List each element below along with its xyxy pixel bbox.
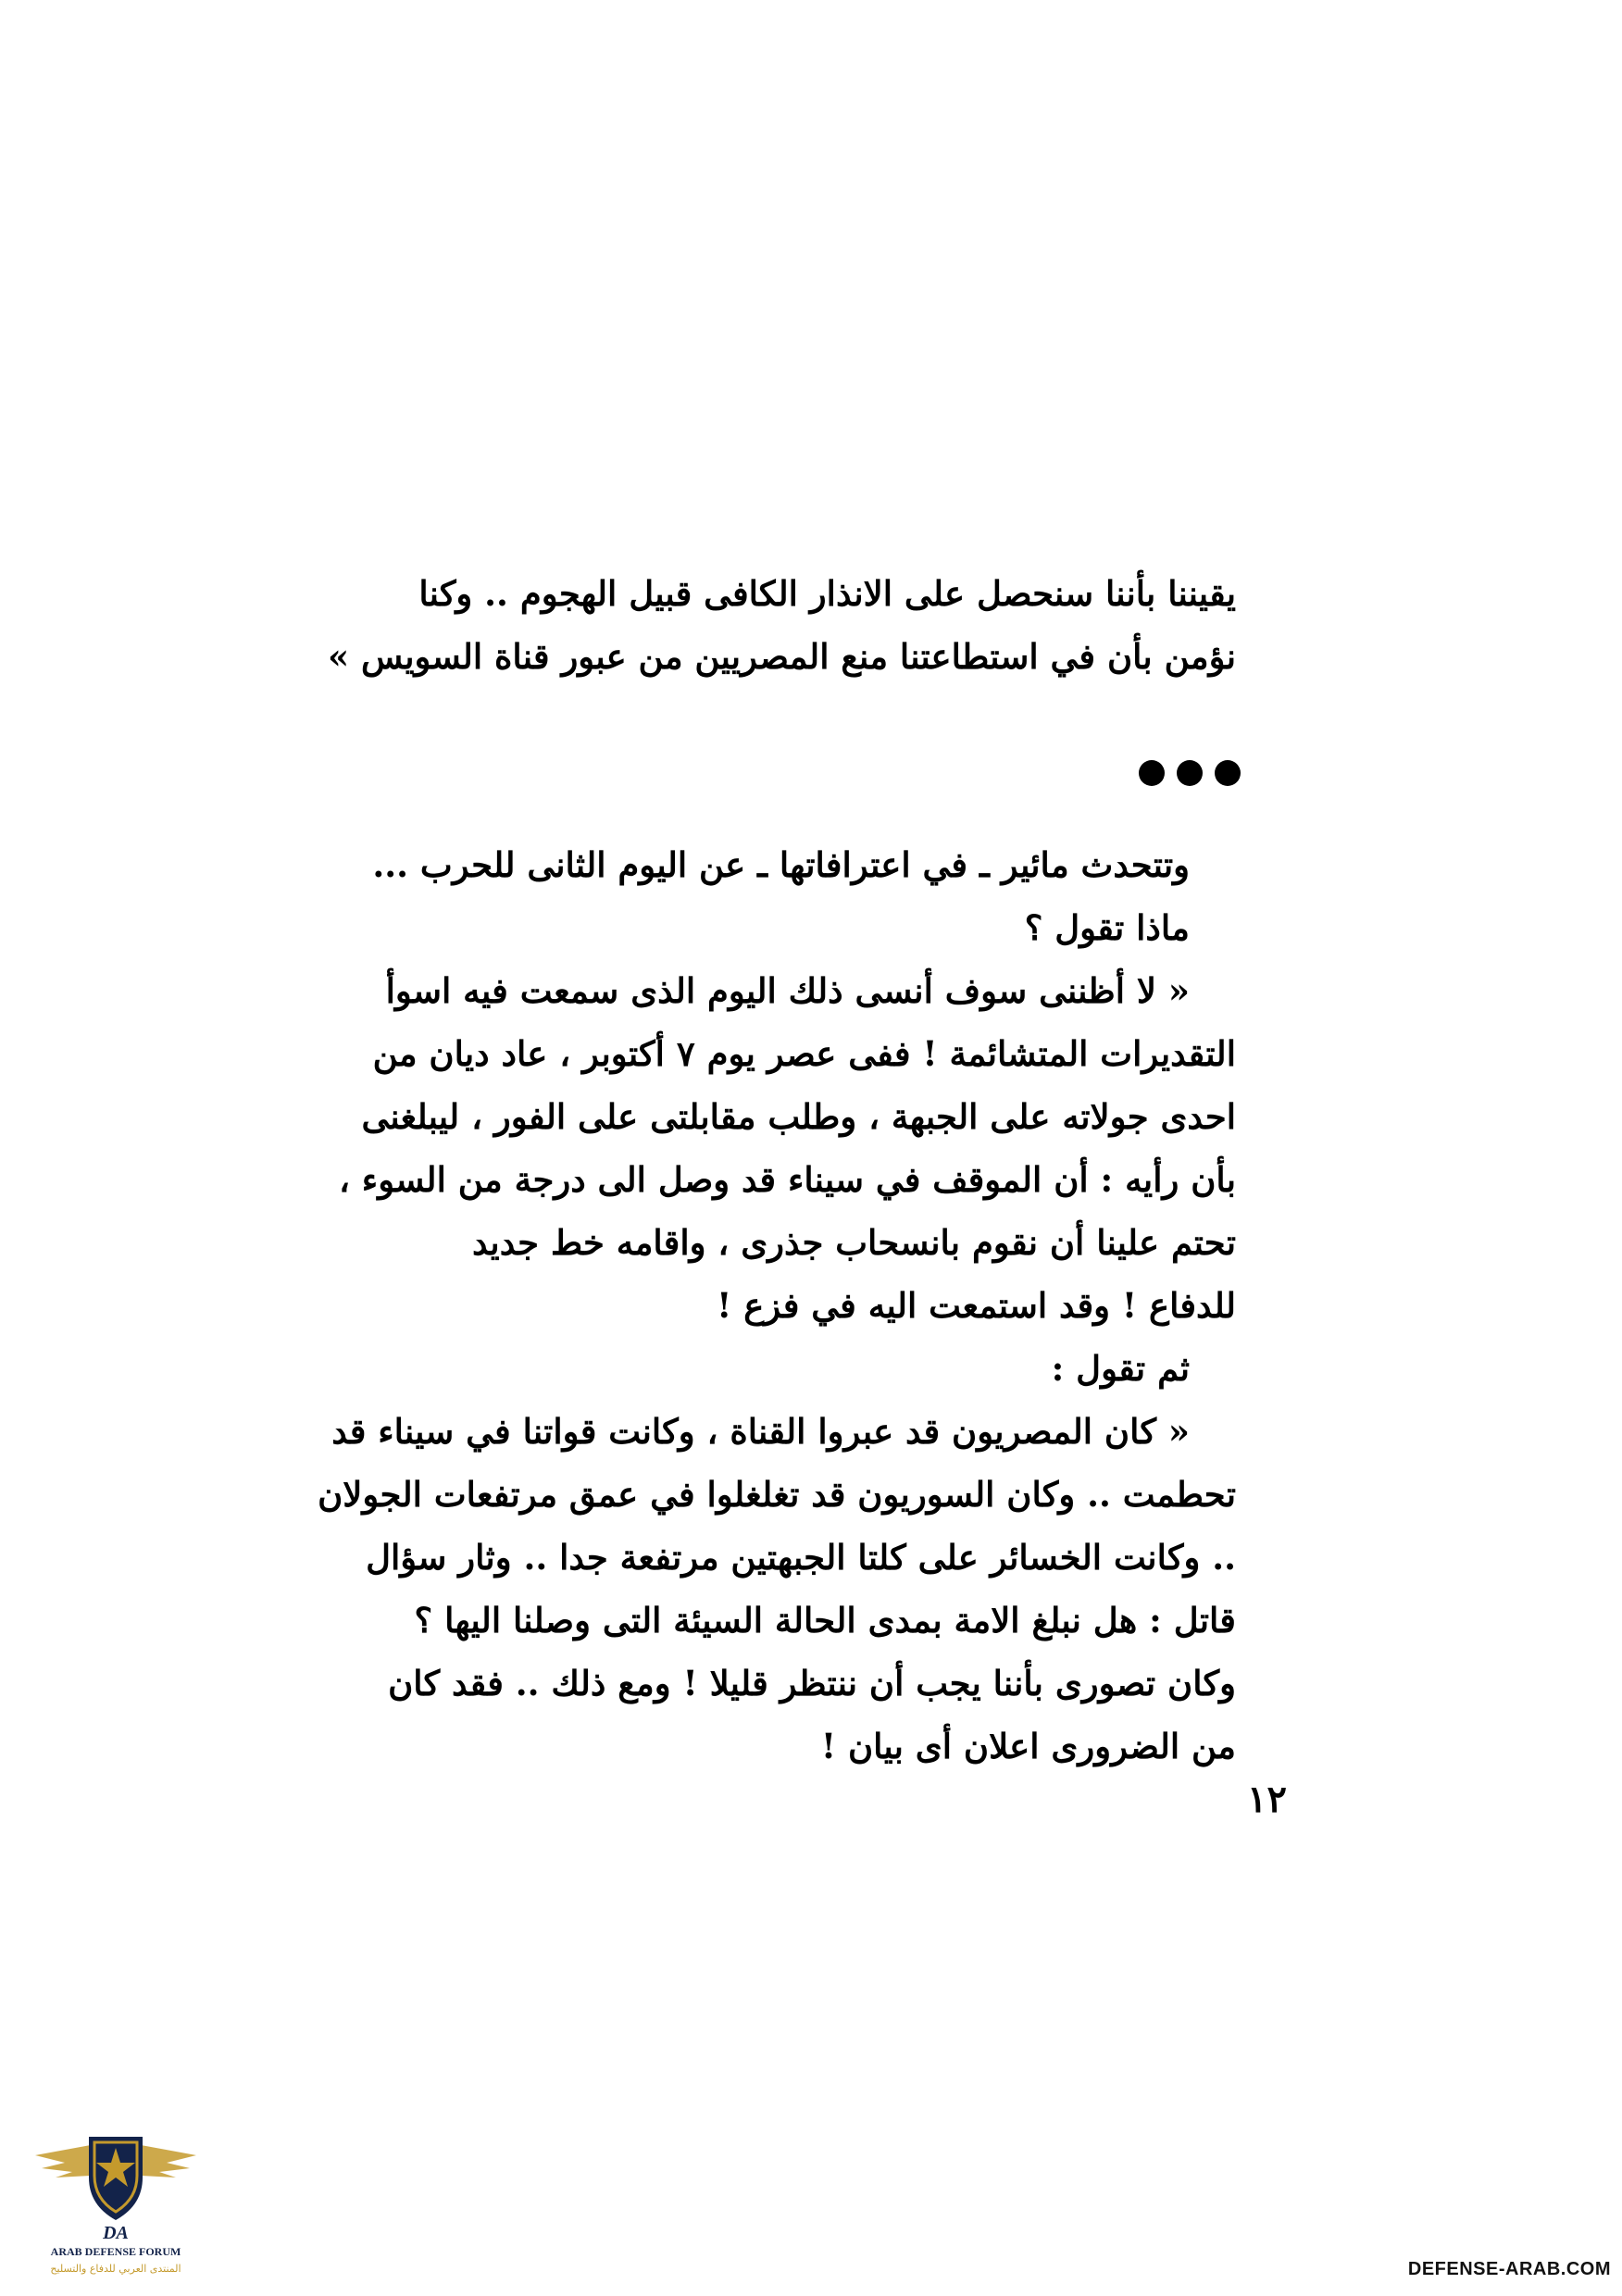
paragraph-line: احدى جولاته على الجبهة ، وطلب مقابلتى على الفور ، ليبلغنى	[361, 1096, 1236, 1137]
separator-dot	[1139, 760, 1165, 786]
page-number: ١٢	[1247, 1778, 1287, 1821]
continued-quote	[264, 562, 1236, 688]
paragraph-line: « لا أظننى سوف أنسى ذلك اليوم الذى سمعت فيه اسوأ	[385, 970, 1190, 1011]
quote-line: يقيننا بأننا سنحصل على الانذار الكافى قبيل الهجوم .. وكنا	[418, 573, 1236, 614]
first-quote-paragraph	[264, 959, 1236, 1337]
svg-text:DA: DA	[103, 2223, 129, 2243]
paragraph-line: ثم تقول :	[1051, 1348, 1190, 1389]
paragraph-line: من الضرورى اعلان أى بيان !	[820, 1726, 1236, 1766]
quote-line: نؤمن بأن في استطاعتنا منع المصريين من عبور قناة السويس »	[328, 636, 1236, 677]
main-text	[264, 833, 1236, 1778]
intro-paragraph	[264, 833, 1236, 959]
paragraph-line: ماذا تقول ؟	[1024, 907, 1190, 948]
paragraph-line: للدفاع ! وقد استمعت اليه في فزع !	[717, 1285, 1236, 1326]
section-separator	[1139, 759, 1241, 787]
svg-text:المنتدى العربي للدفاع والتسليح: المنتدى العربي للدفاع والتسليح	[50, 2263, 181, 2275]
svg-text:ARAB DEFENSE FORUM: ARAB DEFENSE FORUM	[50, 2245, 181, 2258]
paragraph-line: التقديرات المتشائمة ! ففى عصر يوم ٧ أكتوبر ، عاد ديان من	[372, 1033, 1236, 1074]
shield-wings-icon	[28, 2120, 204, 2287]
paragraph-line: .. وكانت الخسائر على كلتا الجبهتين مرتفعة جدا .. وثار سؤال	[366, 1537, 1236, 1578]
transition-paragraph	[264, 1337, 1236, 1400]
separator-dot	[1215, 760, 1241, 786]
arab-defense-forum-logo	[28, 2120, 204, 2287]
paragraph-line: تحطمت .. وكان السوريون قد تغلغلوا في عمق مرتفعات الجولان	[318, 1474, 1236, 1515]
paragraph-line: قاتل : هل نبلغ الامة بمدى الحالة السيئة التى وصلنا اليها ؟	[414, 1600, 1236, 1641]
second-quote-paragraph	[264, 1400, 1236, 1778]
watermark-url: DEFENSE-ARAB.COM	[1407, 2259, 1611, 2279]
paragraph-line: بأن رأيه : أن الموقف في سيناء قد وصل الى درجة من السوء ،	[338, 1159, 1236, 1200]
separator-dot	[1177, 760, 1203, 786]
paragraph-line: وكان تصورى بأننا يجب أن ننتظر قليلا ! ومع ذلك .. فقد كان	[388, 1663, 1236, 1703]
paragraph-line: وتتحدث مائير ـ في اعترافاتها ـ عن اليوم الثانى للحرب ...	[372, 844, 1190, 885]
paragraph-line: « كان المصريون قد عبروا القناة ، وكانت قواتنا في سيناء قد	[331, 1411, 1190, 1452]
paragraph-line: تحتم علينا أن نقوم بانسحاب جذرى ، واقامه خط جديد	[471, 1222, 1236, 1263]
